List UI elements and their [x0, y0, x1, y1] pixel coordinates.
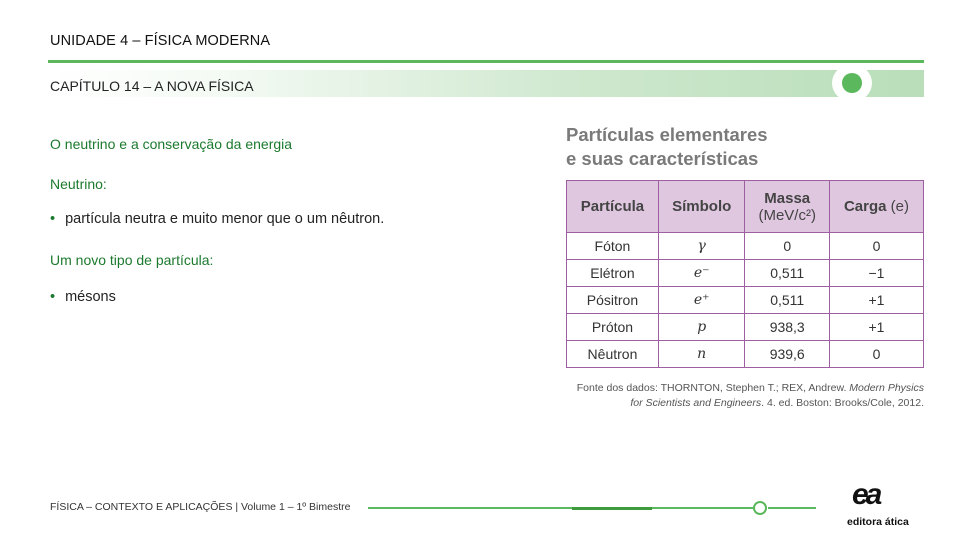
cell-particle: Próton	[567, 314, 659, 341]
cell-charge: 0	[829, 341, 923, 368]
cell-symbol: n	[658, 341, 745, 368]
table-heading-line1: Partículas elementares	[566, 124, 768, 145]
bullet-item-mesons	[50, 289, 116, 305]
header-mass-label: Massa	[764, 189, 811, 207]
source-suffix: . 4. ed. Boston: Brooks/Cole, 2012.	[761, 397, 924, 409]
cell-charge: +1	[829, 314, 923, 341]
bullet-item-neutrino	[50, 211, 384, 227]
footer-ring-icon	[753, 501, 767, 515]
header-mass	[745, 181, 829, 233]
footer-line-end	[768, 507, 816, 509]
particles-table	[566, 180, 924, 368]
table-row	[567, 260, 924, 287]
cell-symbol: p	[658, 314, 745, 341]
cell-mass: 939,6	[745, 341, 829, 368]
table-row	[567, 233, 924, 260]
bullet-icon: •	[50, 211, 56, 227]
chapter-title: CAPÍTULO 14 – A NOVA FÍSICA	[50, 78, 254, 94]
publisher-logo-mark: ea	[852, 478, 880, 511]
header-symbol: Símbolo	[658, 181, 745, 233]
source-title: Modern Physics for Scientists and Engineers	[630, 382, 924, 409]
cell-charge: +1	[829, 287, 923, 314]
cell-mass: 0	[745, 233, 829, 260]
bullet-icon: •	[50, 289, 56, 305]
footer-line	[368, 507, 760, 509]
publisher-logo-text: editora ática	[847, 516, 909, 528]
table-row	[567, 314, 924, 341]
source-prefix: Fonte dos dados: THORNTON, Stephen T.; REX, Andrew.	[576, 382, 850, 394]
badge-dot-icon	[842, 73, 862, 93]
header-charge-label: Carga	[843, 198, 887, 215]
unit-title: UNIDADE 4 – FÍSICA MODERNA	[50, 33, 271, 49]
cell-mass: 938,3	[745, 314, 829, 341]
cell-particle: Fóton	[567, 233, 659, 260]
table-source	[566, 381, 924, 411]
table-heading-line2: e suas características	[566, 148, 759, 169]
header-mass-unit: (MeV/c²)	[758, 206, 816, 224]
cell-symbol: e⁻	[658, 260, 745, 287]
header-charge-unit: (e)	[890, 198, 909, 215]
header-particle: Partícula	[567, 181, 659, 233]
cell-symbol: γ	[658, 233, 745, 260]
header-charge	[829, 181, 923, 233]
footer-text: FÍSICA – CONTEXTO E APLICAÇÕES | Volume 1 – 1º Bimestre	[50, 501, 351, 513]
cell-symbol: e⁺	[658, 287, 745, 314]
table-header-row	[567, 181, 924, 233]
subheading-new-particle: Um novo tipo de partícula:	[50, 252, 214, 268]
cell-charge: −1	[829, 260, 923, 287]
cell-particle: Pósitron	[567, 287, 659, 314]
cell-particle: Elétron	[567, 260, 659, 287]
subheading-neutrino: Neutrino:	[50, 176, 107, 192]
unit-rule	[48, 60, 924, 63]
table-row	[567, 341, 924, 368]
table-row	[567, 287, 924, 314]
footer-line-accent	[572, 507, 652, 510]
bullet-text: mésons	[65, 289, 116, 305]
section-title: O neutrino e a conservação da energia	[50, 136, 293, 152]
cell-charge: 0	[829, 233, 923, 260]
cell-mass: 0,511	[745, 287, 829, 314]
cell-mass: 0,511	[745, 260, 829, 287]
bullet-text: partícula neutra e muito menor que o um nêutron.	[65, 211, 385, 227]
table-heading	[566, 123, 768, 171]
cell-particle: Nêutron	[567, 341, 659, 368]
